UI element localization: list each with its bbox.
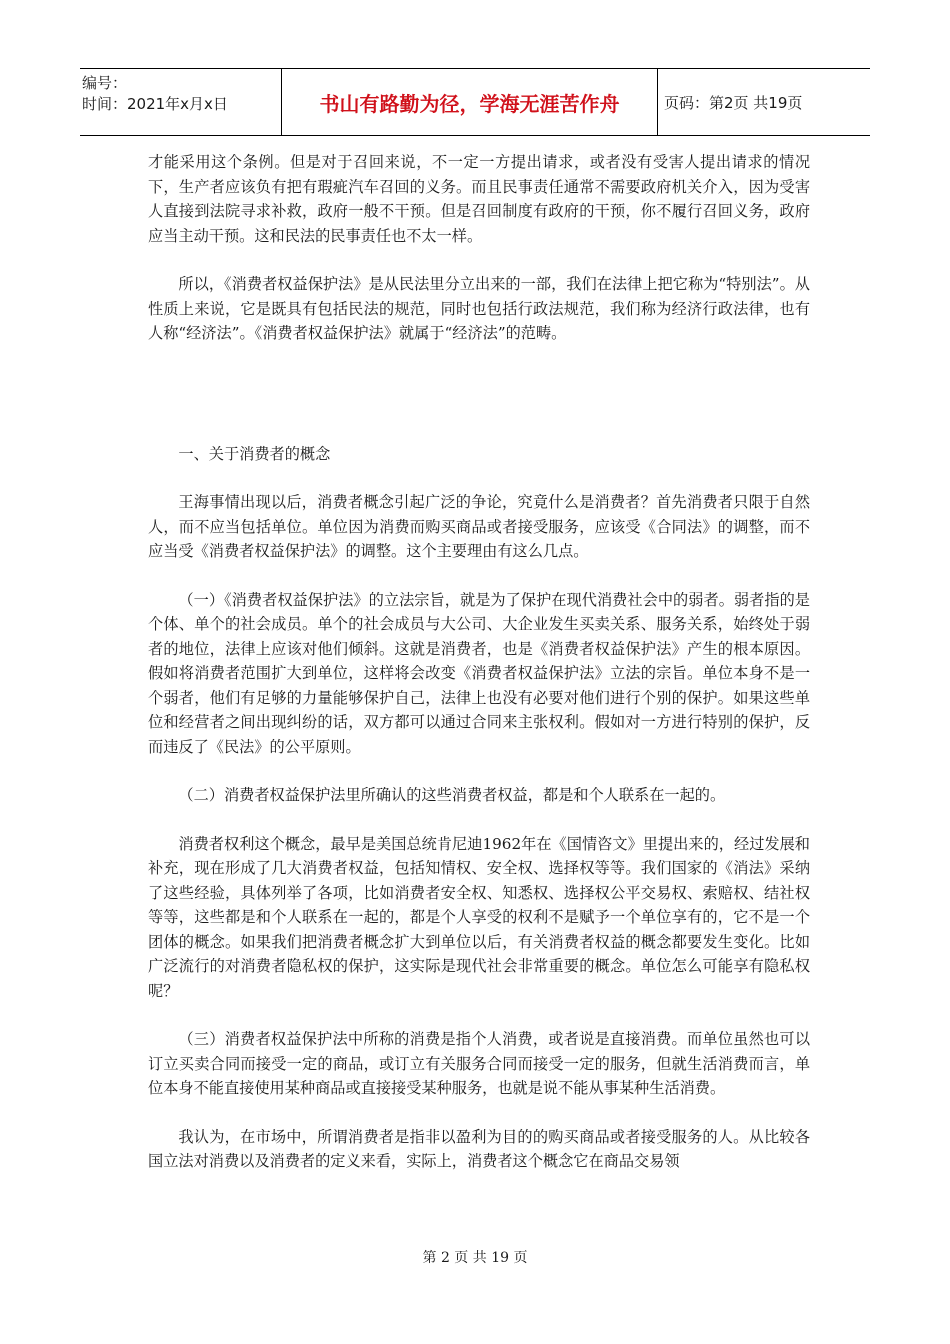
paragraph: （一）《消费者权益保护法》的立法宗旨，就是为了保护在现代消费社会中的弱者。弱者指的是个体、单个的社会成员。单个的社会成员与大公司、大企业发生买卖关系、服务关系，始终处于弱者的地位，法律上应该对他们倾斜。这就是消费者，也是《消费者权益保护法》产生的根本原因。假如将消费者范围扩大到单位，这样将会改变《消费者权益保护法》立法的宗旨。单位本身不是一个弱者，他们有足够的力量能够保护自己，法律上也没有必要对他们进行个别的保护。如果这些单位和经营者之间出现纠纷的话，双方都可以通过合同来主张权利。假如对一方进行特别的保护，反而违反了《民法》的公平原则。 bbox=[148, 590, 810, 756]
page-header bbox=[80, 68, 870, 136]
paragraph: 所以，《消费者权益保护法》是从民法里分立出来的一部，我们在法律上把它称为“特别法”。从性质上来说，它是既具有包括民法的规范，同时也包括行政法规范，我们称为经济行政法律，也有人称“经济法”。《消费者权益保护法》就属于“经济法”的范畴。 bbox=[148, 275, 810, 342]
paragraph: 王海事情出现以后，消费者概念引起广泛的争论，究竟什么是消费者？首先消费者只限于自然人，而不应当包括单位。单位因为消费而购买商品或者接受服务，应该受《合同法》的调整，而不应当受《消费者权益保护法》的调整。这个主要理由有这么几点。 bbox=[148, 493, 810, 560]
document-body bbox=[148, 150, 810, 1174]
page-footer: 第 2 页 共 19 页 bbox=[422, 1250, 528, 1266]
section-heading: 一、关于消费者的概念 bbox=[178, 444, 331, 463]
paragraph: 我认为，在市场中，所谓消费者是指非以盈利为目的的购买商品或者接受服务的人。从比较各国立法对消费以及消费者的定义来看，实际上，消费者这个概念它在商品交易领 bbox=[148, 1127, 810, 1170]
header-meta-cell bbox=[80, 69, 282, 135]
paragraph: （三）消费者权益保护法中所称的消费是指个人消费，或者说是直接消费。而单位虽然也可以订立买卖合同而接受一定的商品，或订立有关服务合同而接受一定的服务，但就生活消费而言，单位本身不能直接使用某种商品或直接接受某种服务，也就是说不能从事某种生活消费。 bbox=[148, 1030, 810, 1097]
document-number-label: 编号： bbox=[82, 74, 128, 92]
paragraph: （二）消费者权益保护法里所确认的这些消费者权益，都是和个人联系在一起的。 bbox=[178, 786, 726, 804]
header-page-info: 页码：第2页 共19页 bbox=[664, 93, 803, 112]
header-motto: 书山有路勤为径，学海无涯苦作舟 bbox=[282, 69, 658, 135]
paragraph-continuation: 才能采用这个条例。但是对于召回来说，不一定一方提出请求，或者没有受害人提出请求的情况下，生产者应该负有把有瑕疵汽车召回的义务。而且民事责任通常不需要政府机关介入，因为受害人直接到法院寻求补救，政府一般不干预。但是召回制度有政府的干预，你不履行召回义务，政府应当主动干预。这和民法的民事责任也不太一样。 bbox=[148, 153, 810, 245]
document-time-label: 时间：2021年x月x日 bbox=[82, 95, 228, 113]
paragraph: 消费者权利这个概念，最早是美国总统肯尼迪1962年在《国情咨文》里提出来的，经过发展和补充，现在形成了几大消费者权益，包括知情权、安全权、选择权等等。我们国家的《消法》采纳了这些经验，具体列举了各项，比如消费者安全权、知悉权、选择权公平交易权、索赔权、结社权等等，这些都是和个人联系在一起的，都是个人享受的权利不是赋予一个单位享有的，它不是一个团体的概念。如果我们把消费者概念扩大到单位以后，有关消费者权益的概念都要发生变化。比如广泛流行的对消费者隐私权的保护，这实际是现代社会非常重要的概念。单位怎么可能享有隐私权呢？ bbox=[148, 834, 810, 1000]
